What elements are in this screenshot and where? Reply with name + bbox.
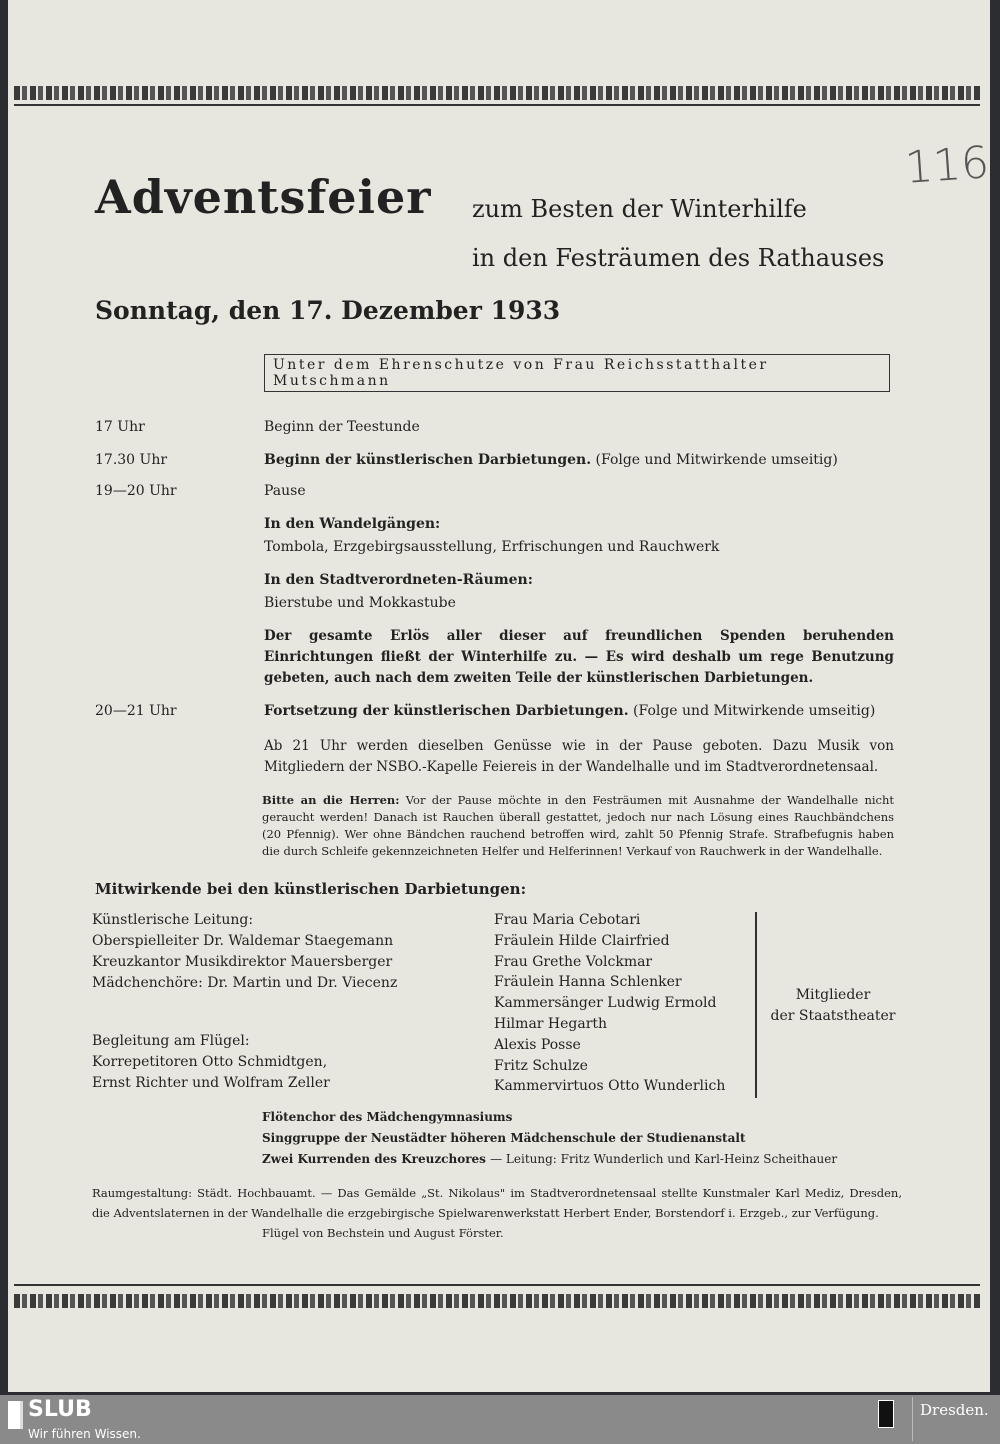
list-item: Korrepetitoren Otto Schmidtgen, [92, 1054, 328, 1070]
bitte-text: Vor der Pause möchte in den Festräumen mit Ausnahme der Wandelhalle nicht geraucht werden! Danach ist Rauchen überall gestattet, jedoch nur nach Lösung eines Rauchbändchens (20 Pfennig). Wer ohne Bändchen rauchend betroffen wird, zahlt 50 Pfennig Strafe. Strafbefugnis haben die durch Schleife gekennzeichneten Helfer und Helferinnen! Verkauf von Rauchwerk in der Wandelhalle. [262, 793, 894, 858]
page-title: Adventsfeier [95, 170, 432, 224]
time: 17 Uhr [95, 419, 145, 435]
dresden-coat-of-arms-icon [878, 1400, 894, 1428]
list-item: Kreuzkantor Musikdirektor Mauersberger [92, 954, 393, 970]
list-item: Künstlerische Leitung: [92, 912, 254, 928]
schedule-text: Beginn der künstlerischen Darbietungen. [264, 452, 592, 468]
section-heading: Mitwirkende bei den künstlerischen Darbietungen: [95, 880, 527, 898]
dresden-logo[interactable]: Dresden. [920, 1401, 989, 1419]
label: Mitglieder [795, 987, 871, 1003]
fluegel-text: Flügel von Bechstein und August Förster. [262, 1226, 504, 1240]
subtitle: zum Besten der Winterhilfe [472, 195, 807, 223]
schedule-text: Pause [264, 483, 306, 499]
schedule-text: Fortsetzung der künstlerischen Darbietungen. [264, 703, 629, 719]
list-item: Fräulein Hilde Clairfried [494, 932, 670, 949]
schedule-note: (Folge und Mitwirkende umseitig) [633, 703, 876, 719]
ornament-border-bottom [14, 1294, 980, 1308]
list-item: Mädchenchöre: Dr. Martin und Dr. Viecenz [92, 975, 398, 991]
divider [14, 1284, 980, 1286]
list-item: Kammersänger Ludwig Ermold [494, 995, 717, 1012]
raumgestaltung-text: Raumgestaltung: Städt. Hochbauamt. — Das Gemälde „St. Nikolaus" im Stadtverordnetensaal stellte Kunstmaler Karl Mediz, Dresden, die Adventslaternen in der Wandelhalle die erzgebirgische Spielwarenwerkstatt Herbert Ender, Borstendorf i. Erzgeb., zur Verfügung. [92, 1186, 902, 1220]
slub-logo[interactable]: SLUB [28, 1397, 92, 1422]
list-item: Ernst Richter und Wolfram Zeller [92, 1075, 330, 1091]
handwritten-number: 116 [903, 137, 991, 194]
subtitle: in den Festräumen des Rathauses [472, 244, 885, 272]
divider [14, 104, 980, 106]
left-column-2 [92, 1031, 330, 1094]
time: 19—20 Uhr [95, 483, 177, 499]
section-heading: In den Stadtverordneten-Räumen: [264, 572, 533, 588]
list-item: Fräulein Hanna Schlenker [494, 974, 682, 991]
section-text: Bierstube und Mokkastube [264, 595, 456, 611]
section-text: Tombola, Erzgebirgsausstellung, Erfrischungen und Rauchwerk [264, 539, 720, 555]
tagline: Wir führen Wissen. [28, 1427, 141, 1441]
list-item: Frau Maria Cebotari [494, 912, 641, 928]
list-item: Hilmar Hegarth [494, 1015, 608, 1032]
bitte-label: Bitte an die Herren: [262, 793, 400, 807]
list-item: Alexis Posse [494, 1036, 581, 1053]
staatstheater-label [768, 985, 898, 1027]
list-item: Fritz Schulze [494, 1057, 588, 1074]
footer-bar [0, 1395, 1000, 1444]
left-column [92, 910, 397, 994]
list-item: Kammervirtuos Otto Wunderlich [494, 1078, 726, 1095]
divider [912, 1397, 913, 1441]
section-heading: In den Wandelgängen: [264, 516, 441, 532]
right-column [494, 910, 725, 1097]
label: der Staatstheater [770, 1008, 896, 1024]
erloes-notice: Der gesamte Erlös aller dieser auf freundlichen Spenden beruhenden Einrichtungen fließt der Winterhilfe zu. — Es wird deshalb um rege Benutzung gebeten, auch nach dem zweiten Teile der künstlerischen Darbietungen. [264, 628, 894, 686]
time: 17.30 Uhr [95, 452, 168, 468]
ornament-border-top [14, 86, 980, 100]
list-item: Singgruppe der Neustädter höheren Mädchenschule der Studienanstalt [262, 1131, 746, 1145]
list-item: Zwei Kurrenden des Kreuzchores [262, 1152, 486, 1166]
list-item: Flötenchor des Mädchengymnasiums [262, 1110, 513, 1124]
list-item: Frau Grethe Volckmar [494, 953, 653, 970]
schedule-text: Beginn der Teestunde [264, 419, 420, 435]
schedule-note: (Folge und Mitwirkende umseitig) [595, 452, 838, 468]
ab21-text: Ab 21 Uhr werden dieselben Genüsse wie in der Pause geboten. Dazu Musik von Mitgliedern der NSBO.-Kapelle Feiereis in der Wandelhalle und im Stadtverordnetensaal. [264, 738, 894, 775]
list-item: Begleitung am Flügel: [92, 1033, 250, 1049]
date: Sonntag, den 17. Dezember 1933 [95, 296, 561, 325]
choirs [262, 1107, 837, 1170]
slub-logo-icon [8, 1401, 23, 1429]
time: 20—21 Uhr [95, 703, 177, 719]
patronage-box: Unter dem Ehrenschutze von Frau Reichsstatthalter Mutschmann [264, 354, 890, 392]
bracket [755, 912, 763, 1098]
list-item: Oberspielleiter Dr. Waldemar Staegemann [92, 933, 394, 949]
kurrende-leitung: — Leitung: Fritz Wunderlich und Karl-Heinz Scheithauer [490, 1152, 838, 1166]
bitte-notice [262, 792, 894, 860]
